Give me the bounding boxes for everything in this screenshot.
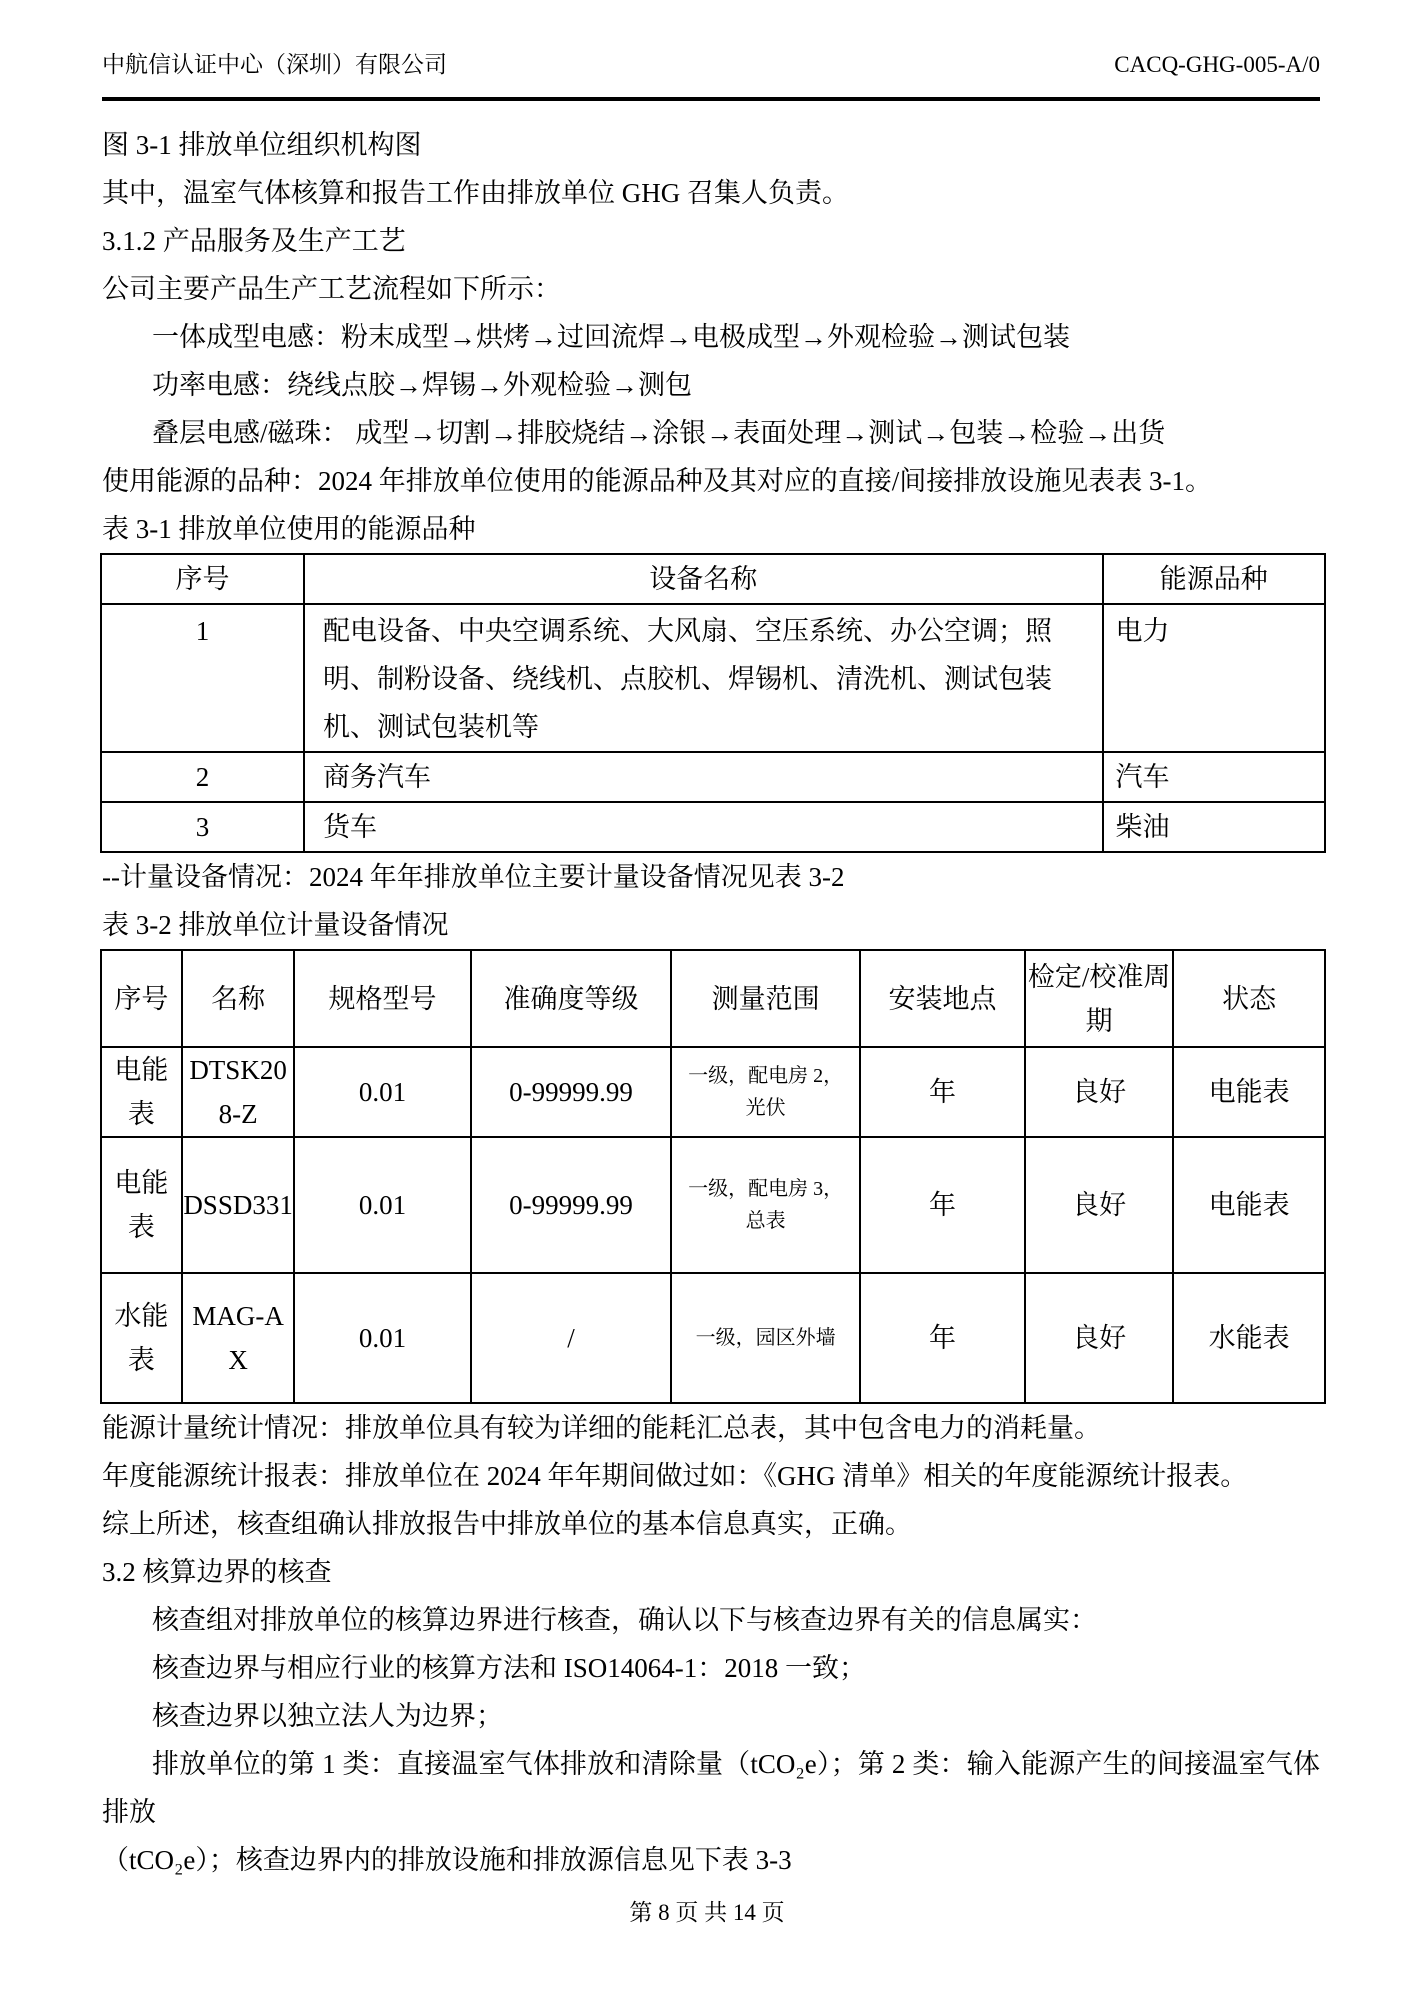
table-cell: 良好 xyxy=(1025,1047,1173,1137)
section-heading: 3.1.2 产品服务及生产工艺 xyxy=(102,226,406,256)
table-cell: 水能表 xyxy=(101,1273,182,1403)
table-cell: / xyxy=(471,1273,672,1403)
paragraph: （tCO₂e）；核查边界内的排放设施和排放源信息见下表 3-3 xyxy=(102,1845,792,1875)
table-cell: 年 xyxy=(860,1273,1025,1403)
table-cell: DTSK208-Z xyxy=(182,1047,295,1137)
process-line: 叠层电感/磁珠： 成型→切割→排胶烧结→涂银→表面处理→测试→包装→检验→出货 xyxy=(152,418,1166,448)
paragraph: 核查边界以独立法人为边界； xyxy=(152,1701,503,1731)
metering-devices-table xyxy=(100,949,1326,1404)
paragraph: 排放单位的第 1 类：直接温室气体排放和清除量（tCO₂e）；第 2 类：输入能源产生的间接温室气体排放 xyxy=(102,1749,1320,1827)
paragraph: 年度能源统计报表：排放单位在 2024 年年期间做过如：《GHG 清单》相关的年度能源统计报表。 xyxy=(102,1461,1248,1491)
table-cell: 一级，配电房 2，光伏 xyxy=(671,1047,859,1137)
process-line: 一体成型电感：粉末成型→烘烤→过回流焊→电极成型→外观检验→测试包装 xyxy=(152,322,1070,352)
paragraph: 使用能源的品种：2024 年排放单位使用的能源品种及其对应的直接/间接排放设施见表表 3-1。 xyxy=(102,466,1212,496)
table-cell: 柴油 xyxy=(1103,802,1325,852)
table-cell: 3 xyxy=(101,802,304,852)
energy-types-table xyxy=(100,553,1326,853)
table-header-cell: 序号 xyxy=(101,554,304,604)
table-header-cell: 准确度等级 xyxy=(471,950,672,1047)
table-header-cell: 名称 xyxy=(182,950,295,1047)
page-header xyxy=(102,50,1320,80)
table-cell: 一级，园区外墙 xyxy=(671,1273,859,1403)
company-name: 中航信认证中心（深圳）有限公司 xyxy=(102,52,447,77)
table-cell: 配电设备、中央空调系统、大风扇、空压系统、办公空调；照明、制粉设备、绕线机、点胶机、焊锡机、清洗机、测试包装机、测试包装机等 xyxy=(304,604,1103,752)
table-cell: 电能表 xyxy=(101,1047,182,1137)
table-row xyxy=(101,1137,1325,1273)
paragraph: 核查组对排放单位的核算边界进行核查，确认以下与核查边界有关的信息属实： xyxy=(152,1605,1097,1635)
table-cell: 1 xyxy=(101,604,304,752)
table-cell: 电能表 xyxy=(1173,1047,1325,1137)
table-header-cell: 能源品种 xyxy=(1103,554,1325,604)
paragraph: 其中，温室气体核算和报告工作由排放单位 GHG 召集人负责。 xyxy=(102,178,849,208)
table-row xyxy=(101,1047,1325,1137)
paragraph: 公司主要产品生产工艺流程如下所示： xyxy=(102,274,561,304)
table-header-cell: 检定/校准周期 xyxy=(1025,950,1173,1047)
header-rule xyxy=(102,97,1320,101)
table-cell: 商务汽车 xyxy=(304,752,1103,802)
table-cell: 0.01 xyxy=(294,1137,470,1273)
table-row xyxy=(101,752,1325,802)
paragraph: 核查边界与相应行业的核算方法和 ISO14064-1：2018 一致； xyxy=(152,1653,866,1683)
table-cell: MAG-AX xyxy=(182,1273,295,1403)
page-footer xyxy=(0,1893,1414,1933)
paragraph: 综上所述，核查组确认排放报告中排放单位的基本信息真实，正确。 xyxy=(102,1509,912,1539)
table-cell: 0-99999.99 xyxy=(471,1137,672,1273)
table-cell: 电力 xyxy=(1103,604,1325,752)
table-header-row xyxy=(101,950,1325,1047)
table-cell: 0-99999.99 xyxy=(471,1047,672,1137)
table-cell: 电能表 xyxy=(1173,1137,1325,1273)
table-cell: 年 xyxy=(860,1047,1025,1137)
table-cell: 水能表 xyxy=(1173,1273,1325,1403)
table-header-cell: 设备名称 xyxy=(304,554,1103,604)
table-cell: 汽车 xyxy=(1103,752,1325,802)
table-cell: 0.01 xyxy=(294,1047,470,1137)
table-cell: 2 xyxy=(101,752,304,802)
table-row xyxy=(101,802,1325,852)
section-heading: 3.2 核算边界的核查 xyxy=(102,1557,332,1587)
table-header-cell: 序号 xyxy=(101,950,182,1047)
table-cell: 年 xyxy=(860,1137,1025,1273)
paragraph: 能源计量统计情况：排放单位具有较为详细的能耗汇总表，其中包含电力的消耗量。 xyxy=(102,1413,1101,1443)
table-cell: 0.01 xyxy=(294,1273,470,1403)
table-row xyxy=(101,1273,1325,1403)
table-cell: 良好 xyxy=(1025,1273,1173,1403)
table-header-cell: 安装地点 xyxy=(860,950,1025,1047)
table-cell: 一级，配电房 3，总表 xyxy=(671,1137,859,1273)
table-header-cell: 测量范围 xyxy=(671,950,859,1047)
table-cell: 电能表 xyxy=(101,1137,182,1273)
table-row xyxy=(101,604,1325,752)
table-caption: 表 3-2 排放单位计量设备情况 xyxy=(102,910,449,940)
paragraph: --计量设备情况：2024 年年排放单位主要计量设备情况见表 3-2 xyxy=(102,862,845,892)
table-header-cell: 规格型号 xyxy=(294,950,470,1047)
process-line: 功率电感：绕线点胶→焊锡→外观检验→测包 xyxy=(152,370,692,400)
table-header-row xyxy=(101,554,1325,604)
document-body xyxy=(102,121,1320,1884)
table-cell: 良好 xyxy=(1025,1137,1173,1273)
table-caption: 表 3-1 排放单位使用的能源品种 xyxy=(102,514,476,544)
table-cell: DSSD331 xyxy=(182,1137,295,1273)
table-header-cell: 状态 xyxy=(1173,950,1325,1047)
page-number: 第 8 页 共 14 页 xyxy=(629,1900,785,1925)
doc-code: CACQ-GHG-005-A/0 xyxy=(1114,52,1320,77)
table-cell: 货车 xyxy=(304,802,1103,852)
figure-caption: 图 3-1 排放单位组织机构图 xyxy=(102,130,422,160)
